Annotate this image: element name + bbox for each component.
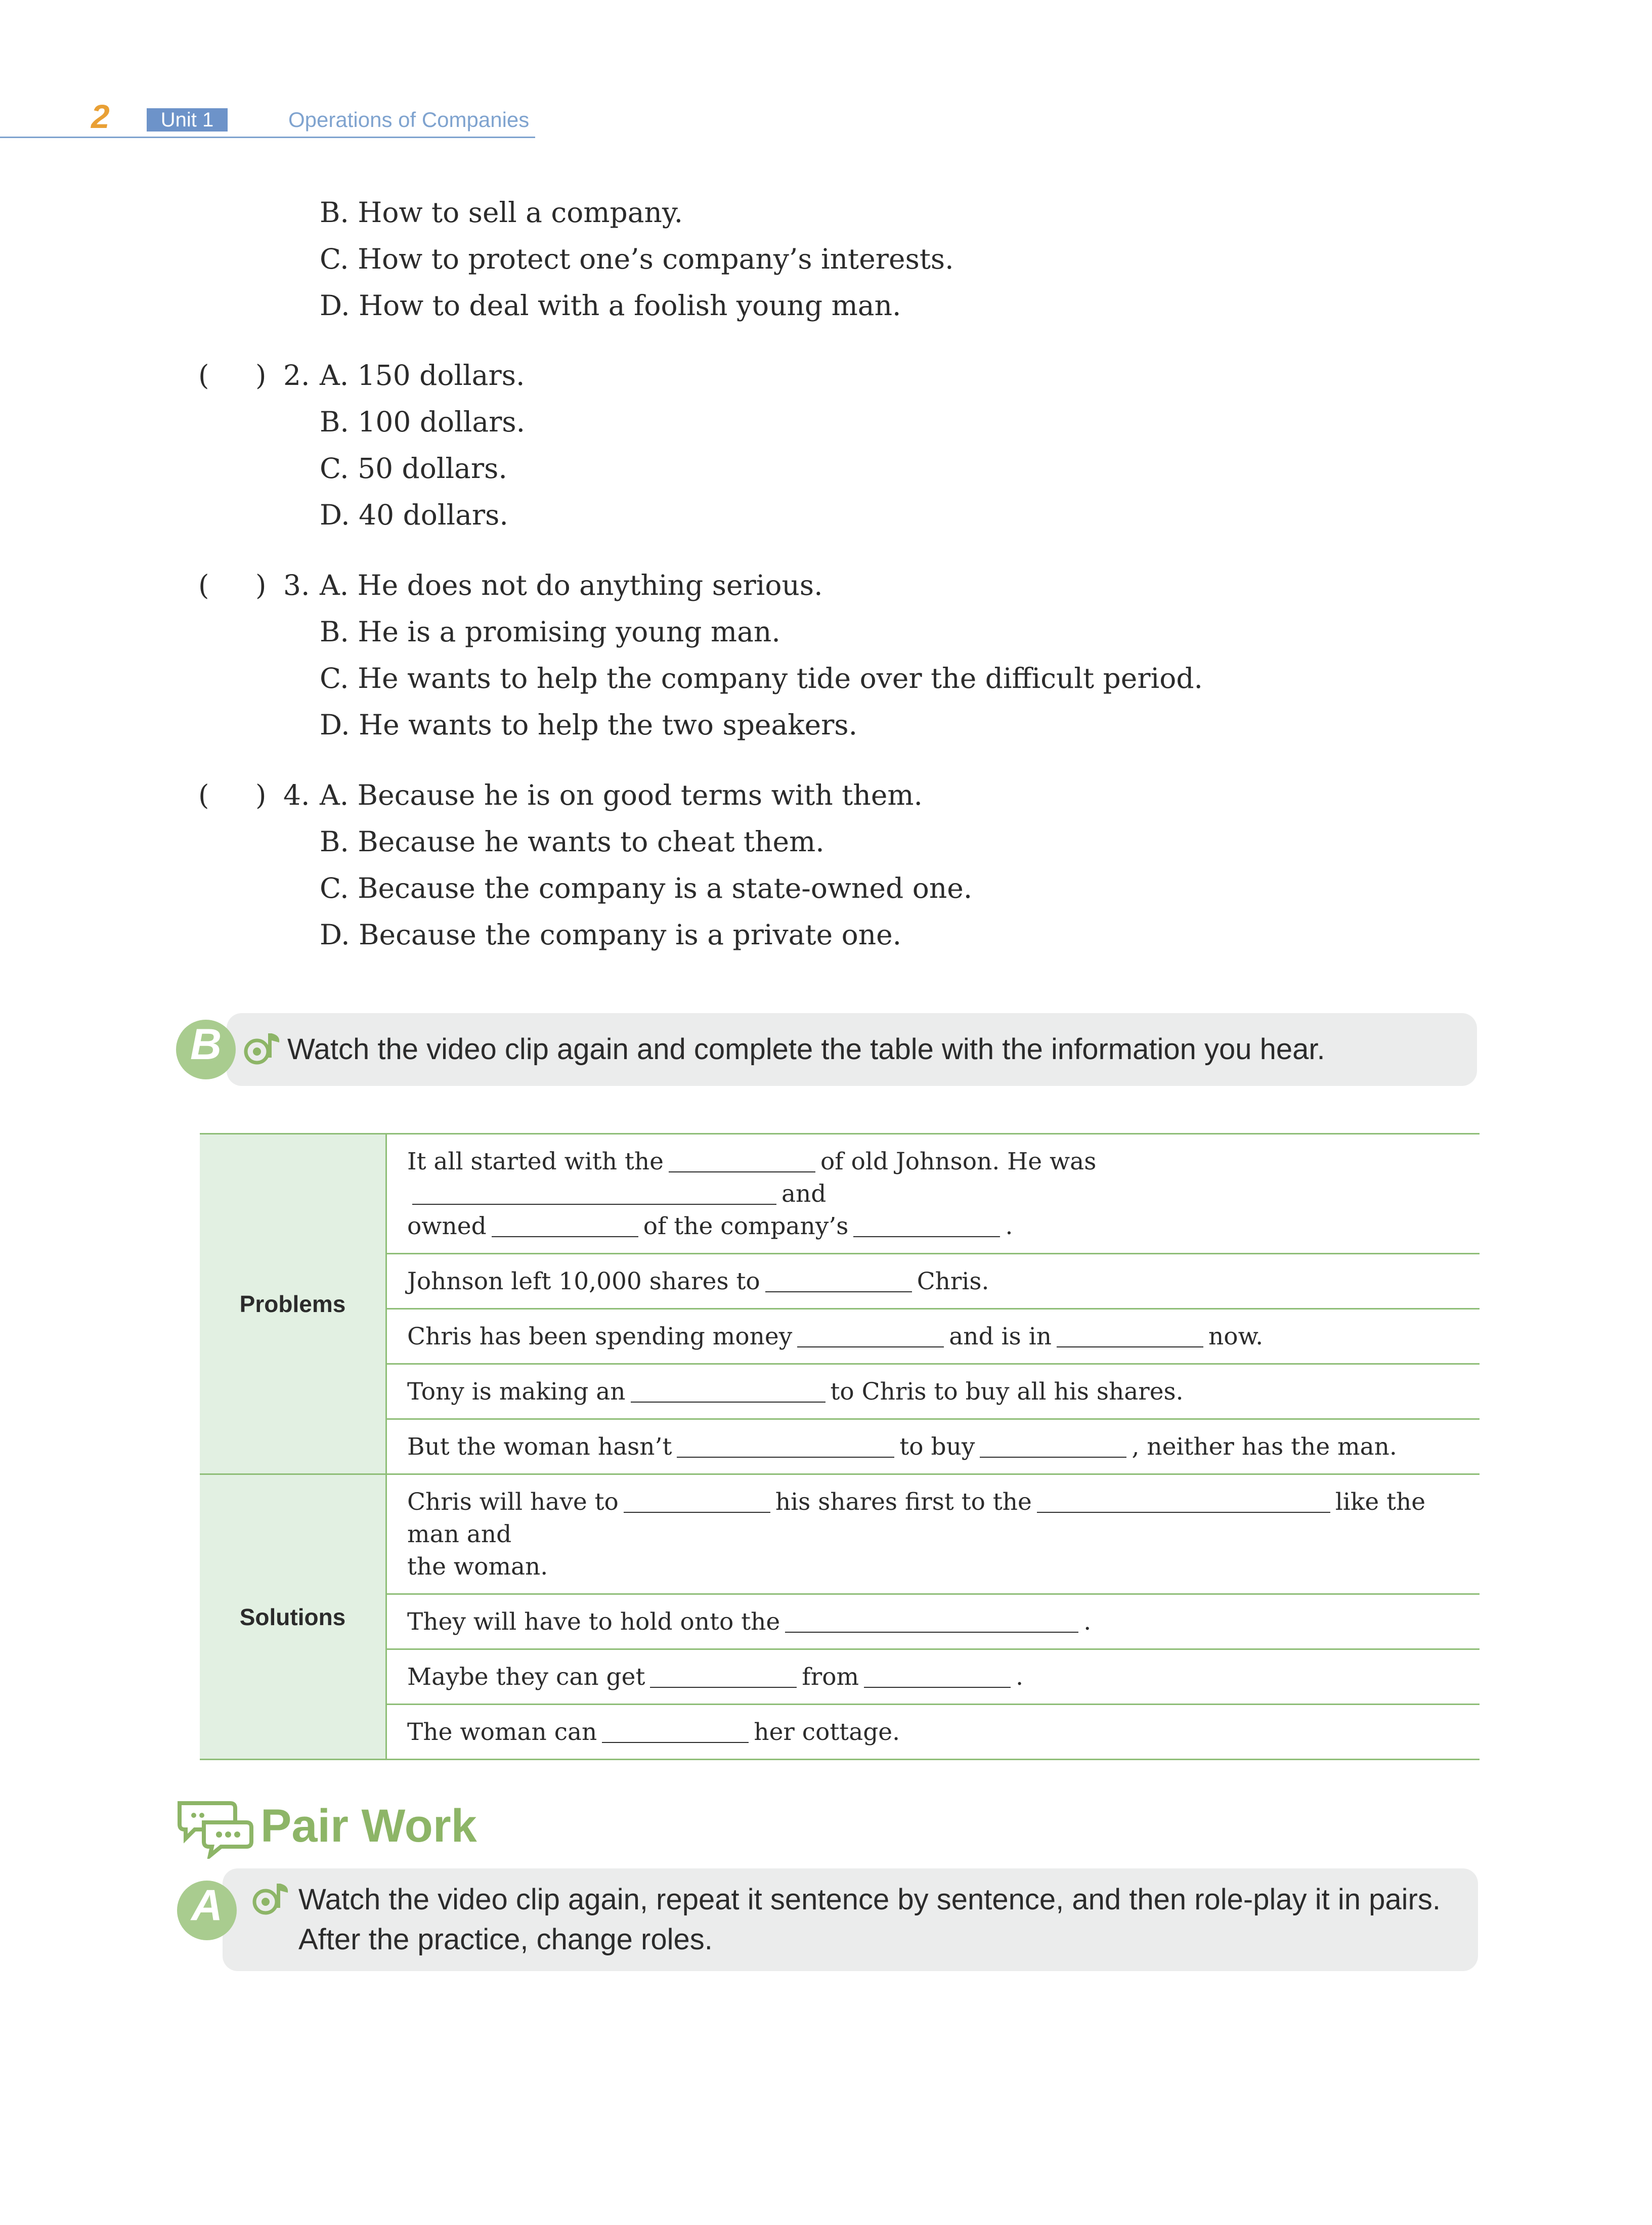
unit-label: Unit 1 xyxy=(147,108,228,132)
cell-text: . xyxy=(1083,1608,1092,1636)
solution-2 xyxy=(386,1594,1480,1649)
answer-blank[interactable] xyxy=(980,1434,1126,1458)
cell-text: They will have to hold onto the xyxy=(407,1608,780,1636)
pair-work-letter: A xyxy=(191,1881,223,1930)
q3-option-b: B. He is a promising young man. xyxy=(320,616,780,648)
cell-text: Chris will have to xyxy=(407,1488,619,1516)
cell-text: like the man and xyxy=(407,1488,1426,1548)
cell-text: her cottage. xyxy=(754,1718,900,1746)
answer-blank[interactable] xyxy=(631,1379,825,1403)
q2-option-b: B. 100 dollars. xyxy=(320,406,526,438)
table-row xyxy=(200,1309,1480,1364)
q4-option-b: B. Because he wants to cheat them. xyxy=(320,825,824,858)
table-row xyxy=(200,1705,1480,1760)
question-number: 4. xyxy=(283,779,310,811)
audio-note-icon[interactable] xyxy=(243,1029,283,1070)
table-row xyxy=(200,1134,1480,1254)
table-row xyxy=(200,1649,1480,1705)
cell-text: Tony is making an xyxy=(407,1378,626,1406)
table-row xyxy=(200,1364,1480,1419)
pair-work-title: Pair Work xyxy=(260,1800,477,1852)
q1-option-c: C. How to protect one’s company’s interests. xyxy=(320,243,954,275)
problem-5 xyxy=(386,1419,1480,1474)
cell-text: of the company’s xyxy=(643,1212,849,1240)
cell-text: from xyxy=(802,1663,859,1691)
answer-blank[interactable] xyxy=(669,1149,815,1172)
q3-option-d: D. He wants to help the two speakers. xyxy=(320,709,858,741)
answer-paren-open[interactable]: ( xyxy=(198,569,209,601)
answer-blank[interactable] xyxy=(412,1182,776,1205)
cell-text: Johnson left 10,000 shares to xyxy=(407,1268,760,1295)
cell-text: and is in xyxy=(949,1323,1052,1350)
cell-text: of old Johnson. He was xyxy=(820,1148,1097,1175)
chat-bubbles-icon xyxy=(175,1798,255,1859)
question-number: 3. xyxy=(283,569,310,601)
answer-blank[interactable] xyxy=(853,1214,1000,1237)
answer-blank[interactable] xyxy=(765,1269,912,1292)
table-row xyxy=(200,1254,1480,1309)
q4-option-a: A. Because he is on good terms with them. xyxy=(320,779,923,811)
cell-text: owned xyxy=(407,1212,487,1240)
q2-option-c: C. 50 dollars. xyxy=(320,452,507,485)
answer-blank[interactable] xyxy=(650,1665,797,1688)
cell-text: But the woman hasn’t xyxy=(407,1433,672,1461)
cell-text: to Chris to buy all his shares. xyxy=(830,1378,1184,1406)
cell-text: The woman can xyxy=(407,1718,597,1746)
table-row xyxy=(200,1594,1480,1649)
answer-paren-open[interactable]: ( xyxy=(198,779,209,811)
q2-option-a: A. 150 dollars. xyxy=(320,359,525,391)
pair-work-instruction-line-1: Watch the video clip again, repeat it sentence by sentence, and then role-play it in pairs. xyxy=(298,1883,1441,1916)
answer-paren-close: ) xyxy=(255,779,267,811)
section-b-badge xyxy=(176,1020,236,1079)
problem-4 xyxy=(386,1364,1480,1419)
answer-blank[interactable] xyxy=(864,1665,1011,1688)
cell-text: and xyxy=(781,1180,827,1208)
listening-table xyxy=(200,1133,1480,1760)
answer-blank[interactable] xyxy=(624,1490,770,1513)
table-row xyxy=(200,1474,1480,1594)
answer-paren-open[interactable]: ( xyxy=(198,359,209,391)
answer-blank[interactable] xyxy=(602,1720,749,1743)
question-number: 2. xyxy=(283,359,310,391)
cell-text: Chris. xyxy=(917,1268,989,1295)
pair-work-badge xyxy=(177,1881,237,1940)
cell-text: , neither has the man. xyxy=(1132,1433,1397,1461)
solution-4 xyxy=(386,1705,1480,1760)
cell-text: Maybe they can get xyxy=(407,1663,645,1691)
answer-blank[interactable] xyxy=(797,1324,944,1347)
answer-blank[interactable] xyxy=(492,1214,638,1237)
problems-label: Problems xyxy=(200,1134,386,1474)
cell-text: . xyxy=(1005,1212,1013,1240)
cell-text: the woman. xyxy=(407,1553,548,1581)
page-header xyxy=(0,96,535,138)
q3-option-a: A. He does not do anything serious. xyxy=(320,569,823,601)
section-b-letter: B xyxy=(190,1020,222,1069)
cell-text: It all started with the xyxy=(407,1148,664,1175)
answer-blank[interactable] xyxy=(677,1434,894,1458)
cell-text: to buy xyxy=(899,1433,975,1461)
q1-option-b: B. How to sell a company. xyxy=(320,196,683,229)
q4-option-c: C. Because the company is a state-owned one. xyxy=(320,872,973,904)
section-b-instruction: Watch the video clip again and complete the table with the information you hear. xyxy=(287,1033,1325,1066)
q2-option-d: D. 40 dollars. xyxy=(320,499,508,531)
cell-text: now. xyxy=(1208,1323,1264,1350)
problem-3 xyxy=(386,1309,1480,1364)
solutions-label: Solutions xyxy=(200,1474,386,1760)
page-number: 2 xyxy=(91,98,110,135)
cell-text: his shares first to the xyxy=(775,1488,1032,1516)
audio-note-icon[interactable] xyxy=(251,1880,292,1920)
solution-3 xyxy=(386,1649,1480,1705)
unit-title: Operations of Companies xyxy=(288,108,530,132)
answer-blank[interactable] xyxy=(1057,1324,1203,1347)
answer-blank[interactable] xyxy=(1037,1490,1330,1513)
q4-option-d: D. Because the company is a private one. xyxy=(320,919,902,951)
q1-option-d: D. How to deal with a foolish young man. xyxy=(320,289,901,322)
answer-blank[interactable] xyxy=(785,1609,1078,1633)
solution-1 xyxy=(386,1474,1480,1594)
q3-option-c: C. He wants to help the company tide over the difficult period. xyxy=(320,662,1203,694)
problem-1 xyxy=(386,1134,1480,1254)
answer-paren-close: ) xyxy=(255,359,267,391)
problem-2 xyxy=(386,1254,1480,1309)
answer-paren-close: ) xyxy=(255,569,267,601)
table-row xyxy=(200,1419,1480,1474)
pair-work-instruction-line-2: After the practice, change roles. xyxy=(298,1923,713,1956)
cell-text: Chris has been spending money xyxy=(407,1323,793,1350)
cell-text: . xyxy=(1016,1663,1024,1691)
